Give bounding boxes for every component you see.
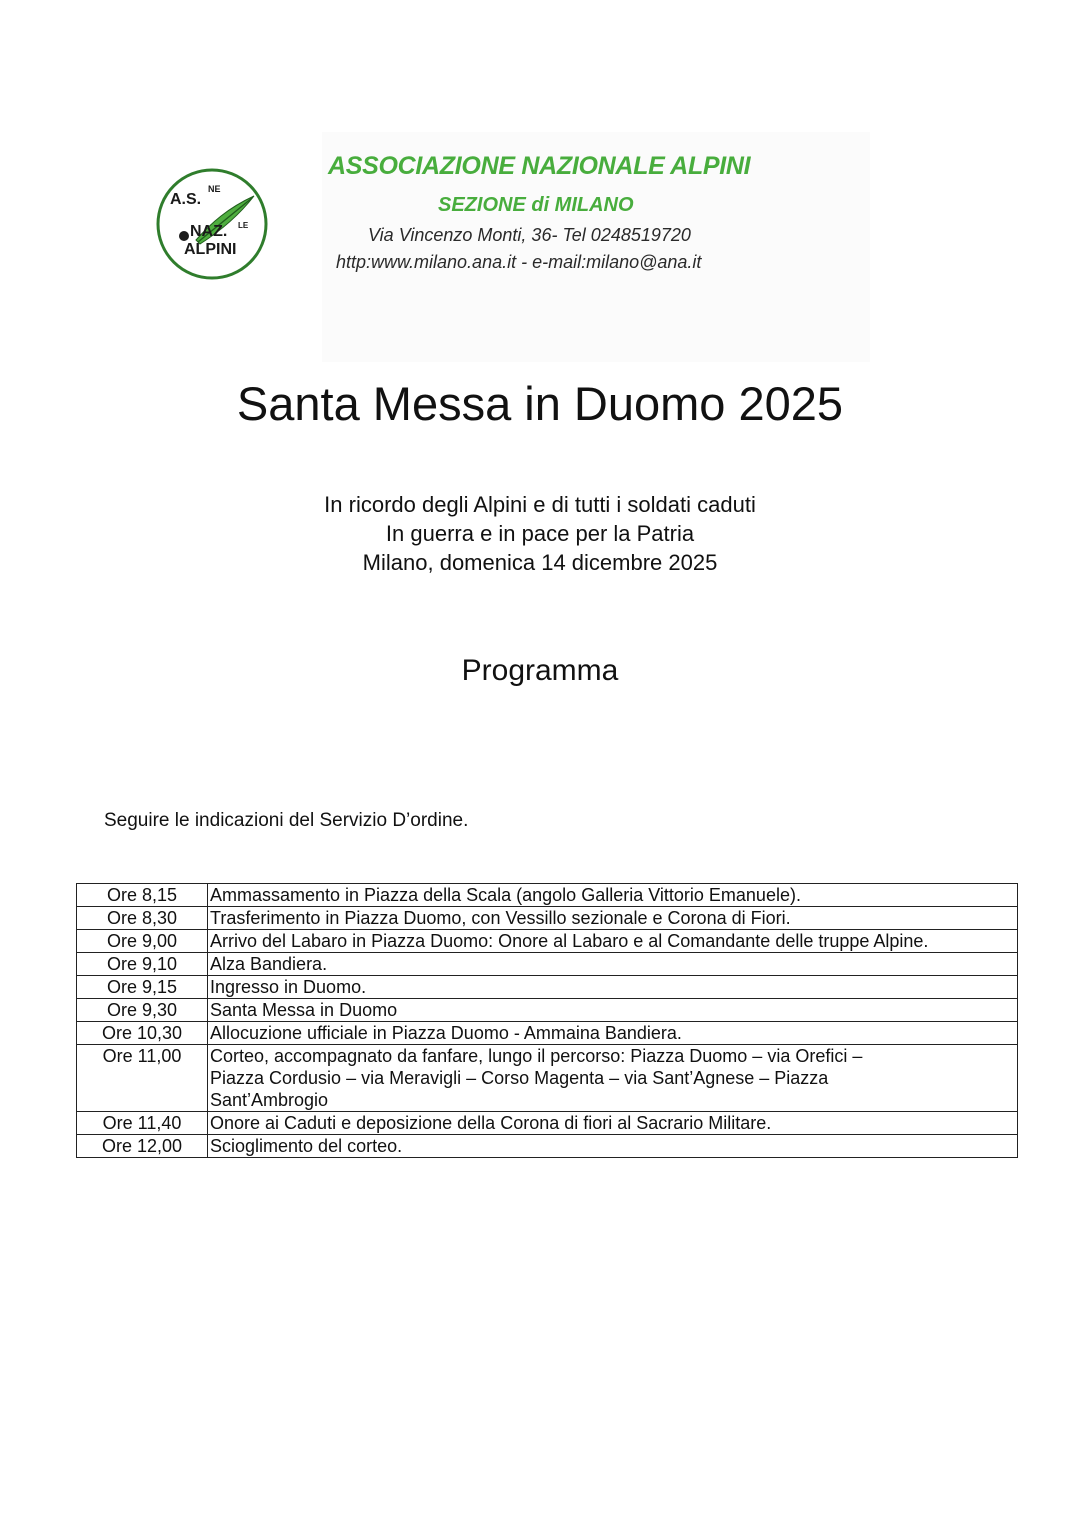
table-row <box>77 953 1018 976</box>
page-title: Santa Messa in Duomo 2025 <box>236 377 844 430</box>
time-cell: Ore 8,15 <box>77 884 208 907</box>
subtitle-line: In ricordo degli Alpini e di tutti i soldati caduti <box>324 492 756 517</box>
program-heading: Programma <box>461 654 619 687</box>
table-row <box>77 884 1018 907</box>
activity-cell <box>208 999 1018 1022</box>
activity-line: Alza Bandiera. <box>210 954 328 974</box>
activity-cell <box>208 953 1018 976</box>
activity-line: Piazza Cordusio – via Meravigli – Corso Magenta – via Sant’Agnese – Piazza <box>210 1068 829 1088</box>
svg-text:LE: LE <box>238 221 249 230</box>
time-cell: Ore 9,30 <box>77 999 208 1022</box>
activity-line: Santa Messa in Duomo <box>210 1000 398 1020</box>
table-row <box>77 1135 1018 1158</box>
activity-cell <box>208 930 1018 953</box>
activity-line: Sant’Ambrogio <box>210 1090 329 1110</box>
section-name: SEZIONE di MILANO <box>438 194 634 216</box>
time-cell: Ore 12,00 <box>77 1135 208 1158</box>
activity-line: Corteo, accompagnato da fanfare, lungo il percorso: Piazza Duomo – via Orefici – <box>210 1046 863 1066</box>
activity-line: Arrivo del Labaro in Piazza Duomo: Onore al Labaro e al Comandante delle truppe Alpine. <box>210 931 929 951</box>
time-cell: Ore 11,40 <box>77 1112 208 1135</box>
activity-cell <box>208 1045 1018 1112</box>
activity-cell <box>208 907 1018 930</box>
activity-cell <box>208 976 1018 999</box>
svg-text:ALPINI: ALPINI <box>184 241 237 258</box>
time-cell: Ore 10,30 <box>77 1022 208 1045</box>
time-cell: Ore 8,30 <box>77 907 208 930</box>
time-cell: Ore 9,10 <box>77 953 208 976</box>
schedule-table <box>76 883 1018 1158</box>
table-row <box>77 999 1018 1022</box>
svg-text:NE: NE <box>208 184 221 194</box>
activity-cell <box>208 1112 1018 1135</box>
activity-cell <box>208 884 1018 907</box>
time-cell: Ore 9,15 <box>77 976 208 999</box>
activity-line: Scioglimento del corteo. <box>210 1136 403 1156</box>
activity-line: Allocuzione ufficiale in Piazza Duomo - Ammaina Bandiera. <box>210 1023 682 1043</box>
table-row <box>77 930 1018 953</box>
table-row <box>77 976 1018 999</box>
table-row <box>77 907 1018 930</box>
svg-text:A.S.: A.S. <box>170 191 202 208</box>
activity-cell <box>208 1135 1018 1158</box>
activity-line: Trasferimento in Piazza Duomo, con Vessillo sezionale e Corona di Fiori. <box>210 908 791 928</box>
table-row <box>77 1045 1018 1112</box>
contacts: http:www.milano.ana.it - e-mail:milano@ana.it <box>336 252 702 272</box>
ana-logo <box>156 168 268 280</box>
org-name: ASSOCIAZIONE NAZIONALE ALPINI <box>328 152 751 180</box>
subtitle-line: Milano, domenica 14 dicembre 2025 <box>362 550 718 575</box>
activity-line: Ammassamento in Piazza della Scala (angolo Galleria Vittorio Emanuele). <box>210 885 801 905</box>
table-row <box>77 1112 1018 1135</box>
time-cell: Ore 9,00 <box>77 930 208 953</box>
svg-text:NAZ.: NAZ. <box>190 223 228 240</box>
activity-line: Ingresso in Duomo. <box>210 977 367 997</box>
time-cell: Ore 11,00 <box>77 1045 208 1112</box>
activity-line: Onore ai Caduti e deposizione della Corona di fiori al Sacrario Militare. <box>210 1113 772 1133</box>
activity-cell <box>208 1022 1018 1045</box>
subtitle-line: In guerra e in pace per la Patria <box>385 521 695 546</box>
table-row <box>77 1022 1018 1045</box>
address: Via Vincenzo Monti, 36- Tel 0248519720 <box>368 225 691 245</box>
instruction-text: Seguire le indicazioni del Servizio D’ordine. <box>104 810 469 831</box>
